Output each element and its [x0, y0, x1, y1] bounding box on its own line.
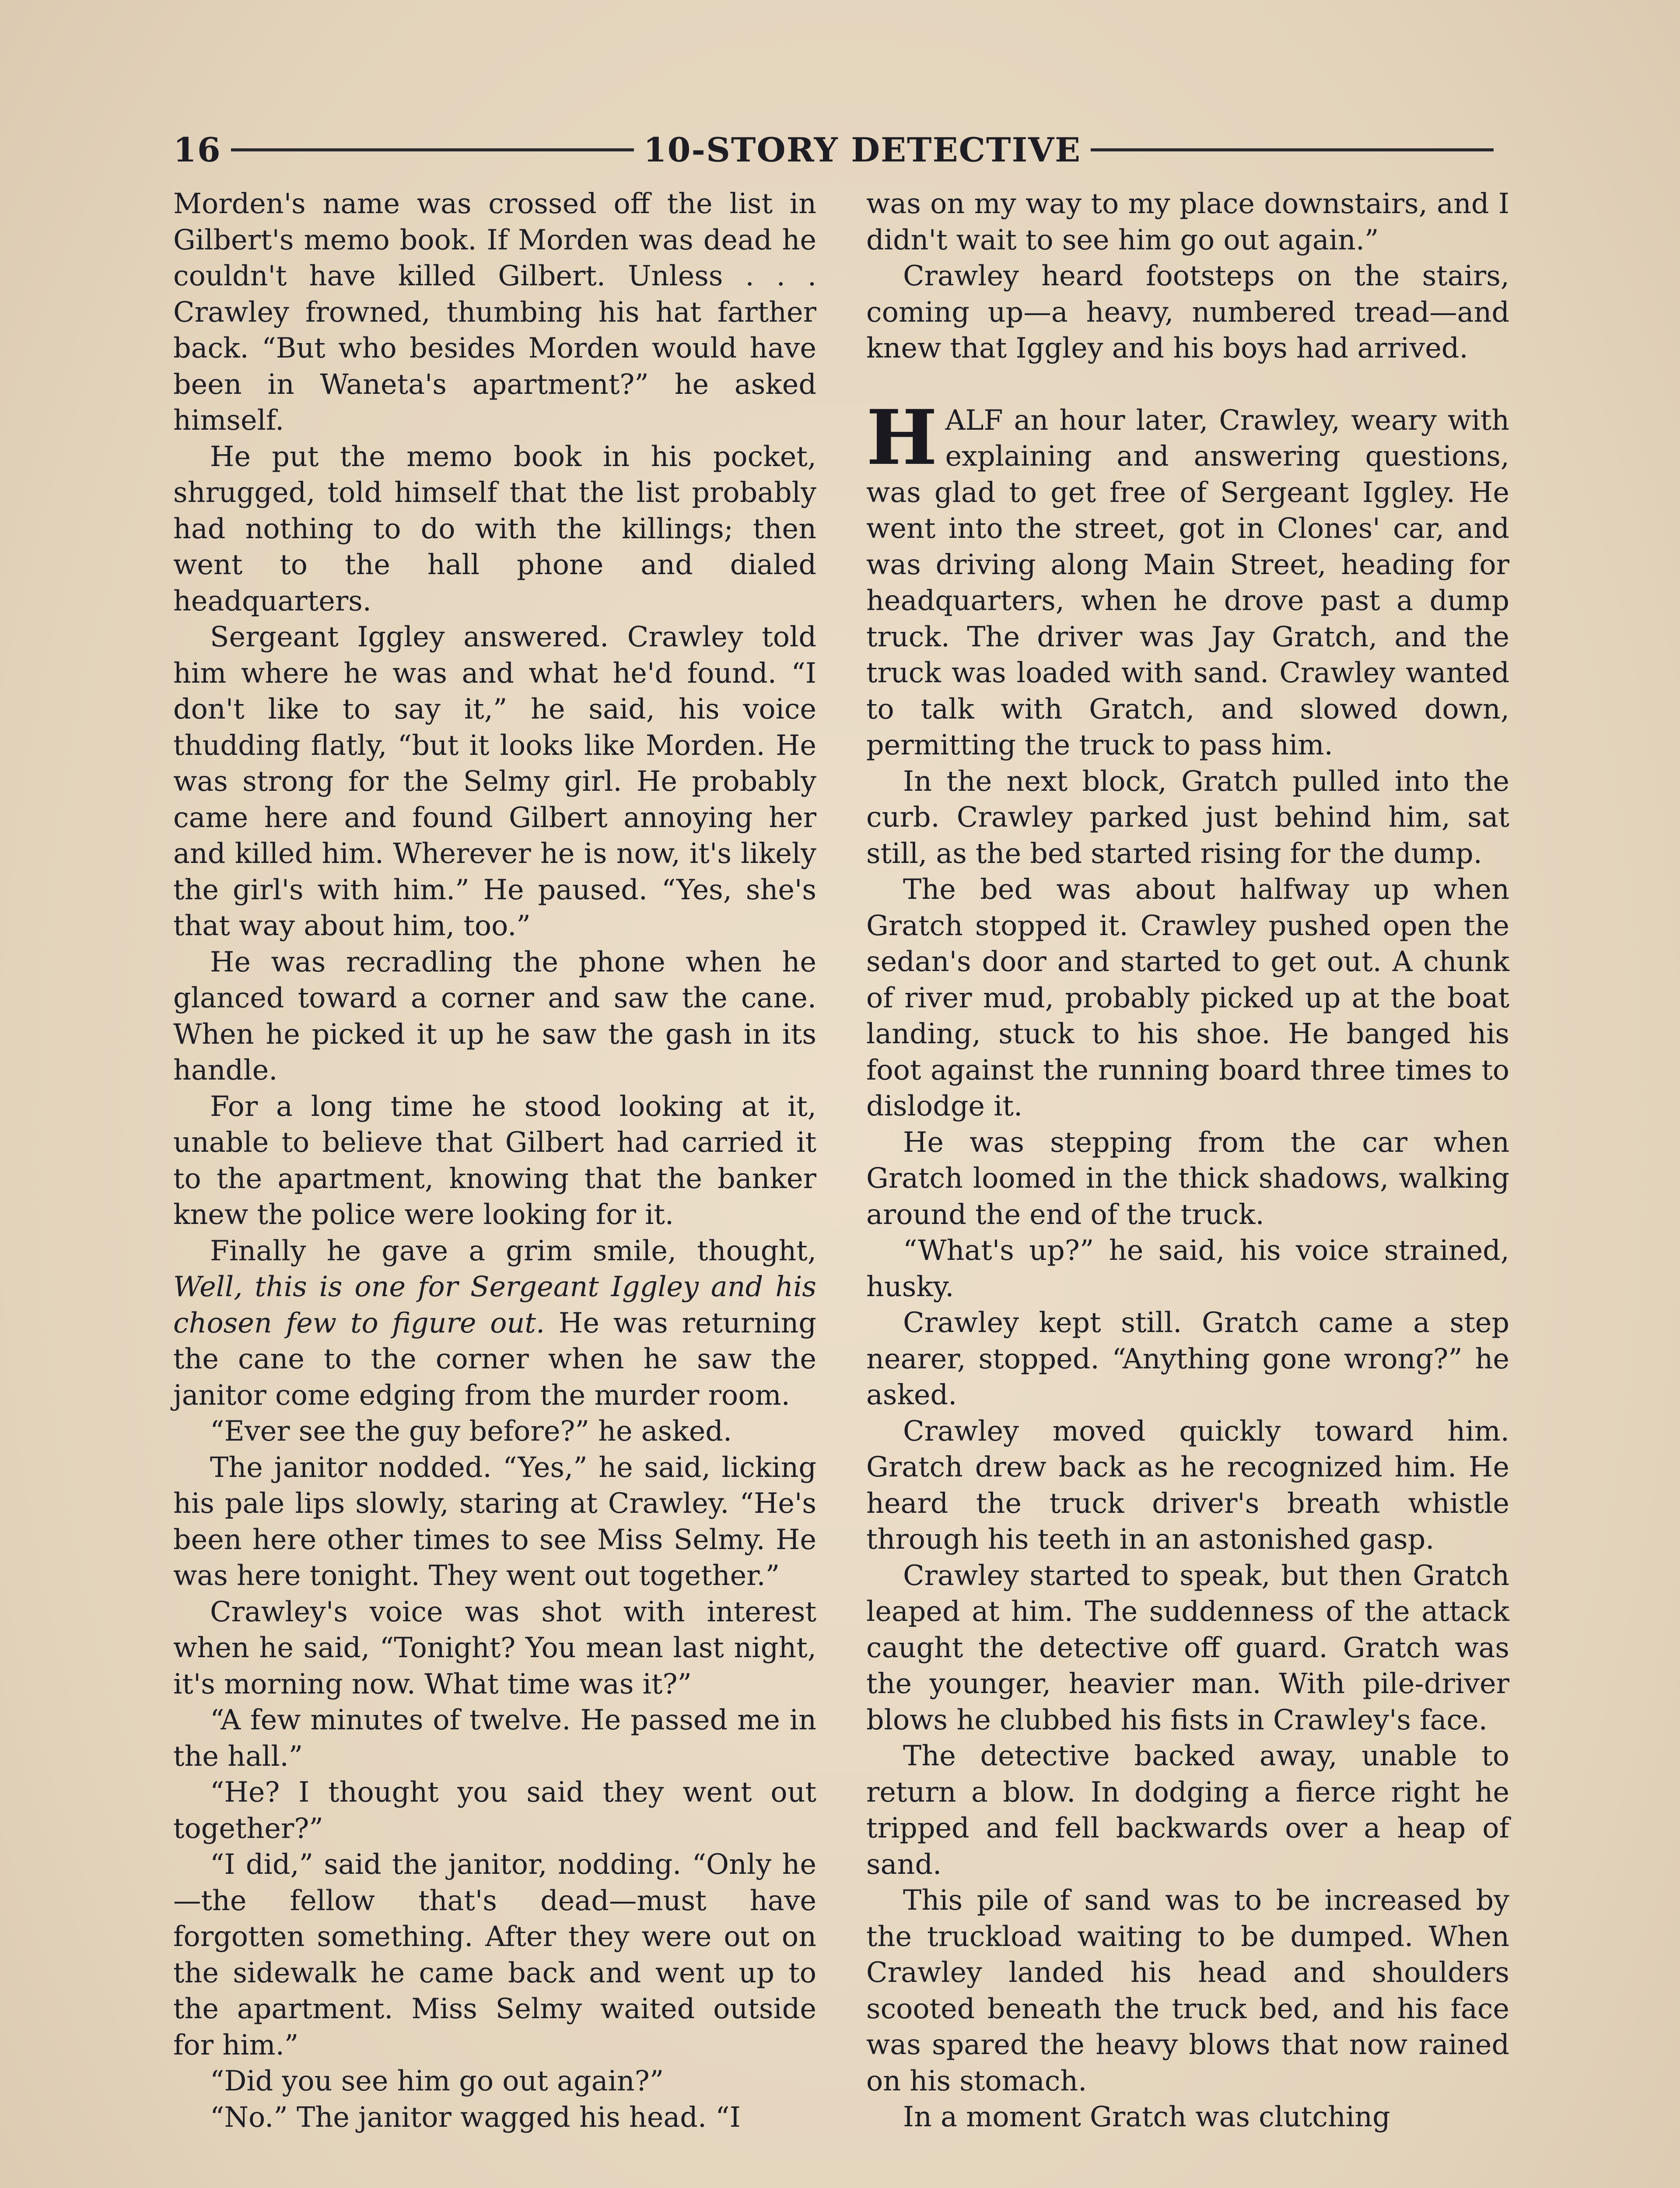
paragraph: In the next block, Gratch pulled into the curb. Crawley parked just behind him, sat still, as the bed started rising for the dump. — [866, 764, 1509, 870]
paragraph: In a moment Gratch was clutching — [903, 2100, 1390, 2133]
paragraph: He was stepping from the car when Gratch loomed in the thick shadows, walking around the end of the truck. — [866, 1126, 1509, 1231]
paragraph: The bed was about halfway up when Gratch stopped it. Crawley pushed open the sedan's door and started to get out. A chunk of river mud, probably picked up at the boat landing, stuck to his shoe. He banged his foot against the running board three times to dislodge it. — [866, 873, 1509, 1122]
paragraph: For a long time he stood looking at it, unable to believe that Gilbert had carried it to the apartment, knowing that the banker knew the police were looking for it. — [173, 1090, 816, 1231]
left-column — [173, 186, 816, 2135]
paragraph: “What's up?” he said, his voice strained, husky. — [866, 1234, 1509, 1303]
paragraph-text: ALF an hour later, Crawley, weary with explaining and answering questions, was glad to get free of Sergeant Iggley. He went into the street, got in Clones' car, and was driving along Main Street, heading for headquarters, when he drove past a dump truck. The driver was Jay Gratch, and the truck was loaded with sand. Crawley wanted to talk with Gratch, and slowed down, permitting the truck to pass him. — [866, 403, 1509, 761]
drop-cap: H — [866, 393, 938, 482]
header-rule-left — [231, 148, 634, 151]
paragraph: Morden's name was crossed off the list in Gilbert's memo book. If Morden was dead he couldn't have killed Gilbert. Unless . . . Crawley frowned, thumbing his hat farther back. “But who besides Morden would have been in Waneta's apartment?” he asked himself. — [173, 187, 816, 436]
paragraph — [173, 1233, 816, 1413]
section-opening-paragraph — [866, 393, 1509, 763]
paragraph: “He? I thought you said they went out together?” — [173, 1776, 816, 1844]
paragraph: Crawley heard footsteps on the stairs, coming up—a heavy, numbered tread—and knew that Iggley and his boys had arrived. — [866, 259, 1509, 364]
paragraph: He put the memo book in his pocket, shrugged, told himself that the list probably had nothing to do with the killings; then went to the hall phone and dialed headquarters. — [173, 440, 816, 617]
right-column — [866, 186, 1509, 2135]
italic-thought: Well, this is one for Sergeant Iggley and his chosen few to figure out. — [173, 1270, 816, 1339]
paragraph: Sergeant Iggley answered. Crawley told him where he was and what he'd found. “I don't like to say it,” he said, his voice thudding flatly, “but it looks like Morden. He was strong for the Selmy girl. He probably came here and found Gilbert annoying her and killed him. Wherever he is now, it's likely the girl's with him.” He paused. “Yes, she's that way about him, too.” — [173, 621, 816, 942]
paragraph: was on my way to my place downstairs, and I didn't wait to see him go out again.” — [866, 187, 1509, 256]
paragraph-text: He was returning the cane to the corner when he saw the janitor come edging from the murder room. — [173, 1306, 816, 1411]
paragraph: “A few minutes of twelve. He passed me in the hall.” — [173, 1704, 816, 1772]
paragraph: “I did,” said the janitor, nodding. “Only he—the fellow that's dead—must have forgotten something. After they were out on the sidewalk he came back and went up to the apartment. Miss Selmy waited outside for him.” — [173, 1848, 816, 2061]
paragraph: “No.” The janitor wagged his head. “I — [210, 2100, 741, 2133]
paragraph: Crawley kept still. Gratch came a step nearer, stopped. “Anything gone wrong?” he asked. — [866, 1306, 1509, 1411]
paragraph-text: Finally he gave a grim smile, thought, — [210, 1234, 816, 1267]
header-rule-right — [1091, 148, 1494, 151]
paragraph: This pile of sand was to be increased by the truckload waiting to be dumped. When Crawley landed his head and shoulders scooted beneath the truck bed, and his face was spared the heavy blows that now rained on his stomach. — [866, 1884, 1509, 2097]
magazine-title: 10-STORY DETECTIVE — [643, 130, 1082, 169]
paragraph: “Ever see the guy before?” he asked. — [210, 1415, 732, 1447]
paragraph: Crawley moved quickly toward him. Gratch drew back as he recognized him. He heard the truck driver's breath whistle through his teeth in an astonished gasp. — [866, 1414, 1509, 1555]
page-header — [173, 123, 1503, 176]
paragraph: He was recradling the phone when he glanced toward a corner and saw the cane. When he picked it up he saw the gash in its handle. — [173, 945, 816, 1086]
paragraph: Crawley started to speak, but then Gratch leaped at him. The suddenness of the attack caught the detective off guard. Gratch was the younger, heavier man. With pile-driver blows he clubbed his fists in Crawley's face. — [866, 1559, 1509, 1736]
paragraph: The janitor nodded. “Yes,” he said, licking his pale lips slowly, staring at Crawley. “He's been here other times to see Miss Selmy. He was here tonight. They went out together.” — [173, 1451, 816, 1592]
paragraph: “Did you see him go out again?” — [210, 2065, 664, 2097]
paragraph: The detective backed away, unable to return a blow. In dodging a fierce right he tripped and fell backwards over a heap of sand. — [866, 1739, 1509, 1880]
page-number: 16 — [173, 130, 221, 169]
paragraph: Crawley's voice was shot with interest when he said, “Tonight? You mean last night, it's morning now. What time was it?” — [173, 1595, 816, 1700]
